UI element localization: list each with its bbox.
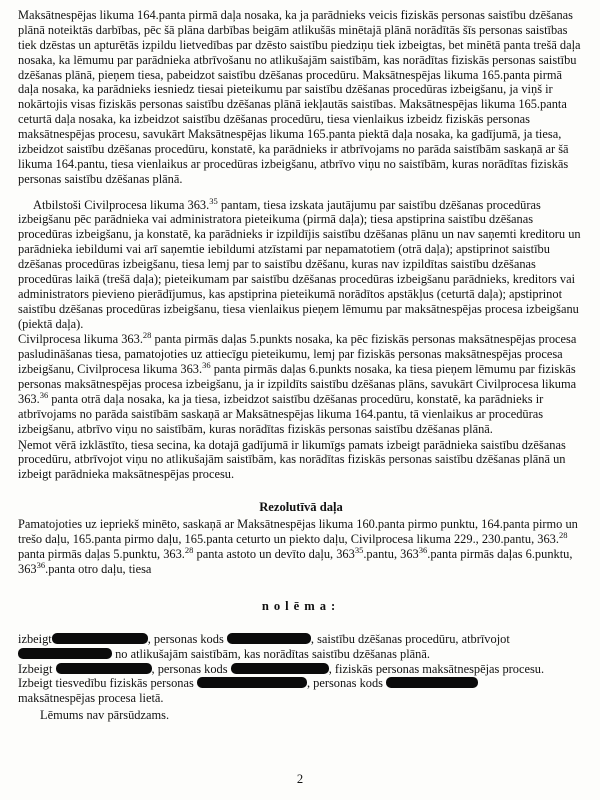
text-segment: panta pirmās daļas 5.punkts nosaka, ka pēc fiziskās personas maksātnespējas procesa pasludināšanas tiesa, pamatojoties uz attiecīgu pieteikumu, lemj par fiziskās personas maksātnespējas procesa izbeigšanu, Civilprocesa likuma 363. (18, 332, 577, 377)
paragraph-conclusion: Ņemot vērā izklāstīto, tiesa secina, ka dotajā gadījumā ir likumīgs pamats izbeigt parādnieka saistību dzēšanas procedūru, atbrīvojot viņu no atlikušajām saistībām, kas norādītas fiziskās personas saistību dzēšanas plānā un izbeigt parādnieka maksātnespējas procesu. (18, 437, 566, 482)
text-segment: Atbilstoši Civilprocesa likuma 363. (33, 197, 210, 212)
text-segment: .panta otro daļu, tiesa (45, 561, 152, 576)
paragraph-insolvency-law: Maksātnespējas likuma 164.panta pirmā daļa nosaka, ka ja parādnieks veicis fiziskās personas saistību dzēšanas plānā noteiktās darbības, pēc šā plāna darbības beigām atlikušās minētajā plānā norādītās šīs personas saistības tiek dzēstas un apturētās izpildu lietvedības par dzēsto saistību piedziņu tiek izbeigtas, bet minētā panta trešā daļa nosaka, ka lēmumu par parādnieka atbrīvošanu no atlikušajām saistībām, kas norādītas fiziskās personas saistību dzēšanas plānā, pieņem tiesa, pabeidzot saistību dzēšanas procedūru. Maksātnespējas likuma 165.panta pirmā daļa nosaka, ka parādnieks iesniedz tiesai pieteikumu par saistību dzēšanas procedūras izbeigšanu, ja viņš ir nokārtojis visas fiziskās personas saistību dzēšanas plānā iekļautās saistības. Maksātnespējas likuma 165.panta ceturtā daļa nosaka, ka izbeidzot saistību dzēšanas procedūru, tiesa vienlaikus izbeidz fiziskās personas maksātnespējas procesu, savukārt Maksātnespējas likuma 165.panta piektā daļa nosaka, ka gadījumā, ja tiesa, izbeidzot saistību dzēšanas procedūru, konstatē, ka parādnieks ir atbrīvojams no parāda saistībām saskaņā ar šā likuma 164.pantu, tiesa vienlaikus ar procedūras izbeigšanu, atbrīvo viņu no saistībām, kuras norādītas fiziskās personas saistību dzēšanas plānā. (18, 8, 581, 186)
text-segment: panta astoto un devīto daļu, 363 (193, 546, 355, 561)
text-segment: , personas kods (306, 676, 384, 691)
decision-line-3 (18, 662, 584, 677)
text-segment: panta otrā daļa nosaka, ka ja tiesa, izbeidzot saistību dzēšanas procedūru, konstatē, ka parādnieks ir atbrīvojams no parāda saistībām saskaņā ar Maksātnespējas likuma 164.pantu, tā vienlaikus ar procedūras izbeigšanu, atbrīvo viņu no saistībām, kuras norādītas fiziskās personas saistību dzēšanas plānā. (18, 391, 544, 436)
redaction-name (18, 648, 112, 659)
superscript: 28 (184, 544, 194, 555)
appeal-notice: Lēmums nav pārsūdzams. (40, 708, 170, 723)
decision-line-1 (18, 632, 584, 647)
text-segment: panta pirmās daļas 6.punkts nosaka, ka tiesa pieņem lēmumu par fiziskās personas maksātnespējas procesa izbeigšanu, ja ir izpildīts saistību dzēšanas plāns, savukārt Civilprocesa likuma 363. (18, 362, 577, 406)
superscript: 35 (209, 195, 218, 206)
text-segment: Civilprocesa likuma 363. (18, 332, 143, 347)
decision-line-2 (18, 647, 584, 662)
text-segment: , personas kods (147, 631, 224, 646)
text-segment: .pantu, 363 (363, 546, 419, 561)
text-segment: pantam, tiesa izskata jautājumu par saistību dzēšanas procedūras izbeigšanu pēc parādnieka vai administratora pieteikuma (pirmā daļa); tiesa apstiprina saistību dzēšanas procedūras izbeigšanu, ja konstatē, ka parādnieks ir izpildījis saistību dzēšanas plānu un nav saņemti kreditoru un parādnieka iebildumi vai arī saņemtie iebildumi atzīstami par nepamatotiem (otrā daļa); apstiprinot saistību dzēšanas procedūras izbeigšanu, tiesa lemj par to saistību dzēšanu, kuras nav izpildītas saistību dzēšanas procedūras laikā (trešā daļa); pieteikumam par saistību dzēšanas procedūras izbeigšanu parādnieks, kreditors vai administrators pievieno pierādījumus, kas apstiprina pieteikumā norādītos apstākļus (ceturtā daļa); apstiprinot saistību dzēšanas procedūras izbeigšanu, tiesa vienlaikus pieņem lēmumu par maksātnespējas procesa izbeigšanu (piektā daļa). (18, 197, 581, 331)
decision-line-4 (18, 676, 584, 691)
redaction-name (52, 633, 148, 644)
superscript: 35 (354, 544, 364, 555)
redaction-name (197, 677, 307, 688)
superscript: 28 (558, 530, 568, 541)
text-segment: Izbeigt tiesvedību fiziskās personas (18, 676, 194, 691)
superscript: 28 (142, 330, 152, 341)
decision-line-5: maksātnespējas procesa lietā. (18, 691, 164, 706)
decision-heading: nolēma: (261, 598, 341, 613)
paragraph-civil-procedure-363-35 (18, 195, 584, 332)
redaction-personal-code (386, 677, 478, 688)
redaction-name (56, 663, 152, 674)
paragraph-civil-procedure-363-28 (18, 332, 584, 436)
superscript: 36 (418, 544, 428, 555)
text-segment: .panta pirmās daļas 6.punktu, 363 (18, 546, 573, 576)
superscript: 36 (202, 360, 211, 371)
page-number: 2 (296, 772, 304, 786)
resolution-text (18, 517, 584, 577)
redaction-personal-code (227, 633, 311, 644)
text-segment: Izbeigt (18, 661, 53, 676)
redaction-personal-code (231, 663, 329, 674)
document-page (18, 8, 584, 723)
text-segment: panta pirmās daļas 5.punktu, 363. (18, 546, 185, 561)
text-segment: , personas kods (151, 661, 228, 676)
text-segment: no atlikušajām saistībām, kas norādītas saistību dzēšanas plānā. (115, 646, 430, 661)
superscript: 36 (36, 559, 46, 570)
text-segment: , saistību dzēšanas procedūru, atbrīvojot (310, 631, 510, 646)
text-segment: izbeigt (18, 631, 52, 646)
superscript: 36 (39, 389, 49, 400)
text-segment: , fiziskās personas maksātnespējas procesu. (328, 661, 545, 676)
resolution-heading: Rezolutīvā daļa (259, 500, 343, 515)
text-segment: Pamatojoties uz iepriekš minēto, saskaņā ar Maksātnespējas likuma 160.panta pirmo punktu, 164.panta pirmo un trešo daļu, 165.panta pirmo daļu, 165.panta ceturto un piekto daļu, Civilprocesa likuma 229., 230.pantu, 363. (18, 517, 578, 547)
